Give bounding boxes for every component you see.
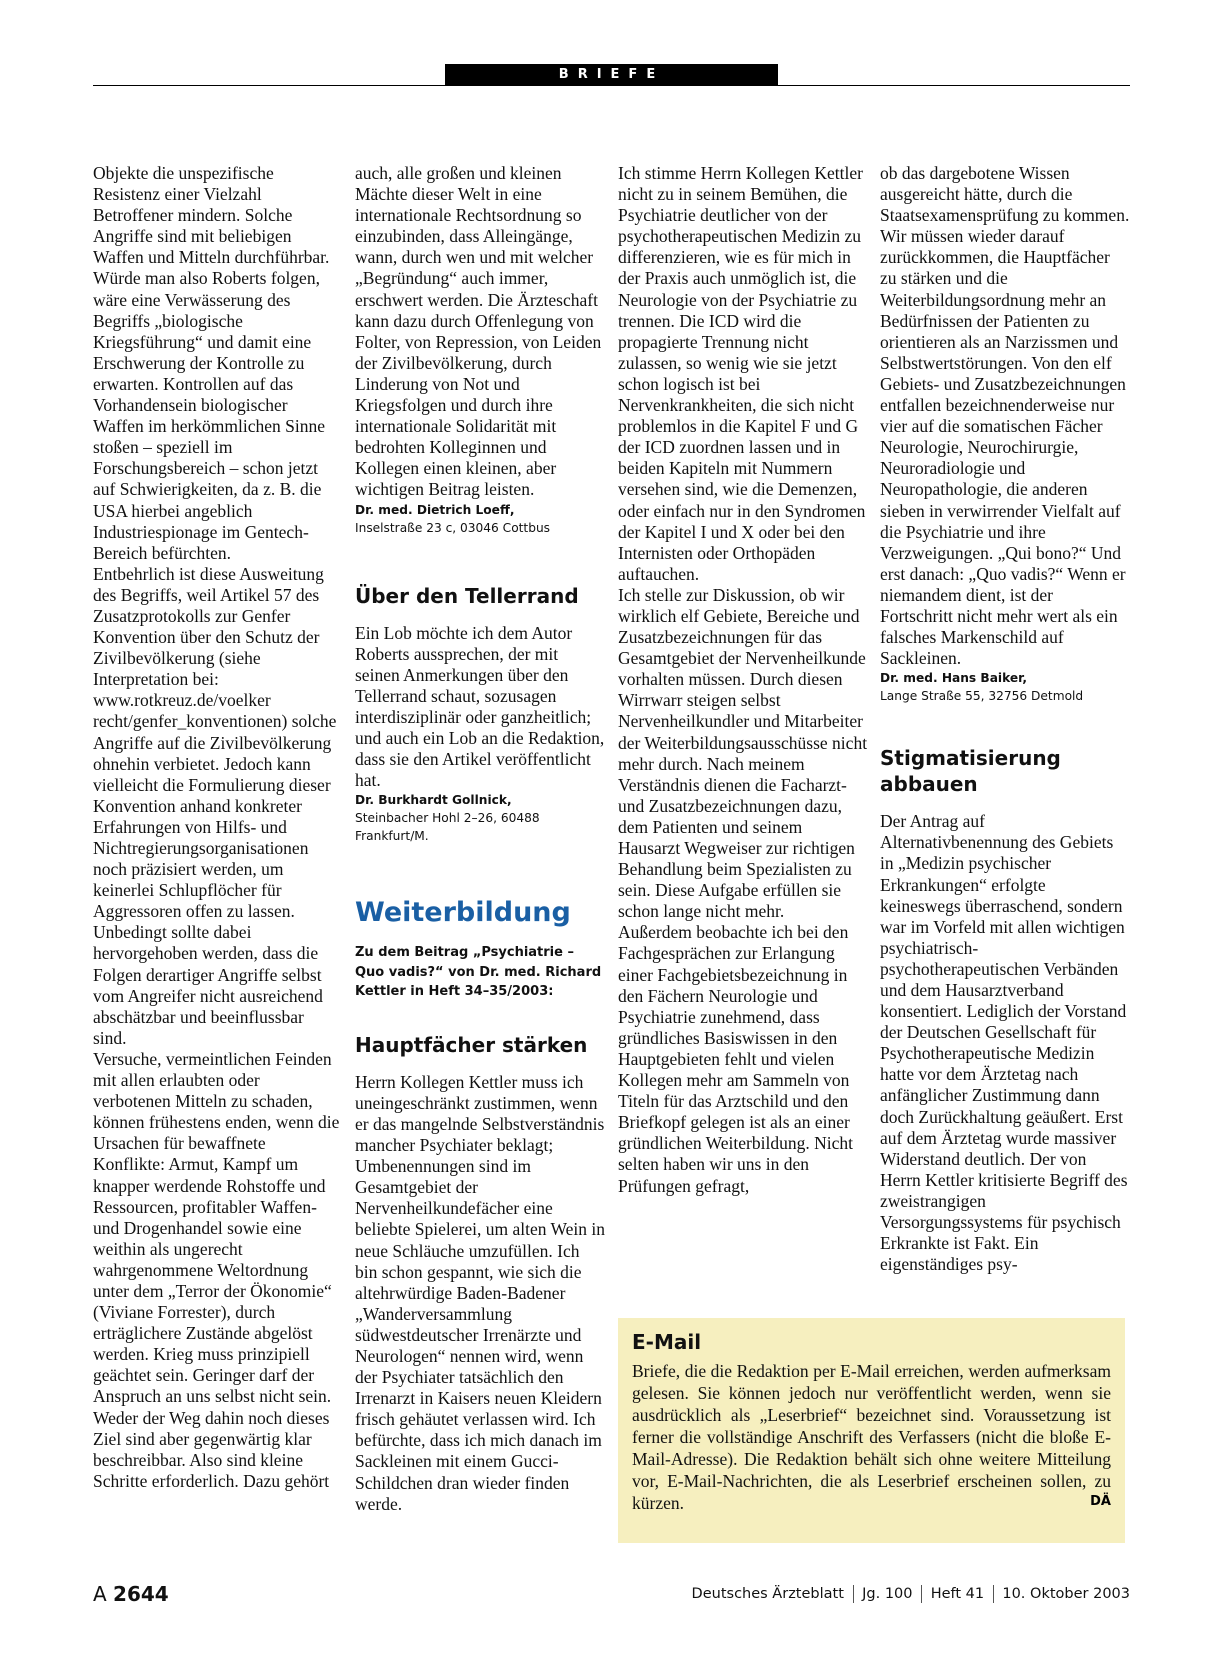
- paragraph: ob das dargebotene Wissen ausgereicht hätte, durch die Staatsexamensprüfung zu kommen. Wir müssen wieder darauf zurückkommen, die Hauptfächer zu stärken und die Weiterbildungsordnung mehr an Bedürfnissen der Patienten zu orientieren als an Narzissmen und Selbstwertstörungen. Von den elf Gebiets- und Zusatzbezeichnungen entfallen bezeichnenderweise nur vier auf die somatischen Fächer Neurologie, Neurochirurgie, Neuroradiologie und Neuropathologie, die anderen sieben in verwirrender Vielfalt auf die Psychiatrie und ihre Verzweigungen. „Qui bono?“ Und erst danach: „Quo vadis?“ Wenn er niemandem dient, ist der Fortschritt nicht mehr wert als ein falsches Markenschild auf Sackleinen.: [880, 163, 1130, 669]
- letter-text: [880, 811, 1130, 1275]
- author-name: Dr. Burkhardt Gollnick,: [355, 793, 512, 808]
- paragraph: Außerdem beobachte ich bei den Fachgesprächen zur Erlangung einer Fachgebietsbezeichnung in den Fächern Neurologie und Psychiatrie zunehmend, dass gründliches Basiswissen in den Hauptgebieten fehlt und vielen Kollegen mehr am Sammeln von Titeln für das Arztschild und den Briefkopf gelegen ist als an einer gründlichen Weiterbildung. Nicht selten haben wir uns in den Prüfungen gefragt,: [618, 922, 853, 1196]
- page-number: [93, 1582, 169, 1606]
- journal-issue: Heft 41: [930, 1586, 985, 1602]
- article-reference: Zu dem Beitrag „Psychiatrie – Quo vadis?“ von Dr. med. Richard Kettler in Heft 34–35/2003:: [355, 945, 602, 1000]
- journal-info: [692, 1585, 1130, 1603]
- column-2: [355, 163, 605, 1515]
- article-text: [355, 163, 605, 501]
- page-number-value: 2644: [113, 1582, 169, 1606]
- journal-volume: Jg. 100: [862, 1586, 913, 1602]
- letter-text: [355, 1072, 605, 1515]
- journal-name: Deutsches Ärzteblatt: [691, 1586, 844, 1602]
- paragraph: Unbedingt sollte dabei hervorgehoben werden, dass die Folgen derartiger Angriffe selbst vom Angreifer nicht ausreichend abschätzbar und beeinflussbar sind.: [93, 922, 323, 1048]
- author-name: Dr. med. Hans Baiker,: [880, 671, 1028, 686]
- section-title: Weiterbildung: [355, 897, 571, 929]
- author-name: Dr. med. Dietrich Loeff,: [355, 502, 515, 517]
- column-3: [618, 163, 868, 1197]
- column-4: [880, 163, 1130, 1275]
- paragraph: Versuche, vermeintlichen Feinden mit allen erlaubten oder verbotenen Mitteln zu schaden, können frühestens enden, wenn die Ursachen für bewaffnete Konflikte: Armut, Kampf um knapper werdende Rohstoffe und Ressourcen, profitabler Waffen- und Drogenhandel sowie eine weithin als ungerecht wahrgenommene Weltordnung unter dem „Terror der Ökonomie“ (Viviane Forrester), durch erträglichere Zustände abgelöst werden. Krieg muss prinzipiell geächtet sein. Geringer darf der Anspruch an uns selbst nicht sein. Weder der Weg dahin noch dieses Ziel sind aber gegenwärtig klar beschreibbar. Also sind kleine Schritte erforderlich. Dazu gehört: [93, 1048, 340, 1491]
- letter-heading: Über den Tellerrand: [355, 583, 579, 608]
- letter-heading: Hauptfächer stärken: [355, 1032, 588, 1057]
- letter-text: [880, 163, 1130, 669]
- paragraph: Objekte die unspezifische Resistenz einer Vielzahl Betroffener mindern. Solche Angriffe sind mit beliebigen Waffen und Mitteln durchführbar. Würde man also Roberts folgen, wäre eine Verwässerung des Begriffs „biologische Kriegsführung“ und damit eine Erschwerung der Kontrolle zu erwarten. Kontrollen auf das Vorhandensein biologischer Waffen im herkömmlichen Sinne stoßen – speziell im Forschungsbereich – schon jetzt auf Schwierigkeiten, da z. B. die USA hierbei angeblich Industriespionage im Gentech-Bereich befürchten.: [93, 163, 330, 563]
- paragraph: Der Antrag auf Alternativbenennung des Gebiets in „Medizin psychischer Erkrankungen“ erfolgte keineswegs überraschend, sondern war im Vorfeld mit allen wichtigen psychiatrisch-psychotherapeutischen Verbänden und dem Hausarztverband konsentiert. Lediglich der Vorstand der Deutschen Gesellschaft für Psychotherapeutische Medizin hatte vor dem Ärztetag nach anfänglicher Zustimmung dann doch Zurückhaltung geäußert. Erst auf dem Ärztetag wurde massiver Widerstand deutlich. Der von Herrn Kettler kritisierte Begriff des zweistrangigen Versorgungssystems für psychisch Erkrankte ist Fakt. Ein eigenständiges psy-: [880, 811, 1128, 1275]
- email-info-box: [618, 1318, 1125, 1543]
- paragraph: Herrn Kollegen Kettler muss ich uneingeschränkt zustimmen, wenn er das mangelnde Selbstverständnis mancher Psychiater beklagt; Umbenennungen sind im Gesamtgebiet der Nervenheilkundefächer eine beliebte Spielerei, um alten Wein in neue Schläuche umzufüllen. Ich bin schon gespannt, wie sich die altehrwürdige Baden-Badener „Wanderversammlung südwestdeutscher Irrenärzte und Neurologen“ nennen wird, wenn der Psychiater tatsächlich den Irrenarzt in Kaisers neuen Kleidern frisch gehäutet verlassen wird. Ich befürchte, dass ich mich danach im Sackleinen mit einem Gucci-Schildchen dran wieder finden werde.: [355, 1071, 605, 1514]
- paragraph: Entbehrlich ist diese Ausweitung des Begriffs, weil Artikel 57 des Zusatzprotokolls zur Genfer Konvention über den Schutz der Zivilbevölkerung (siehe Interpretation bei: www.rotkreuz.de/voelker recht/genfer_konventionen) solche Angriffe auf die Zivilbevölkerung ohnehin verbietet. Jedoch kann vielleicht die Formulierung dieser Konvention anhand konkreter Erfahrungen von Hilfs- und Nichtregierungsorganisationen noch präzisiert werden, um keinerlei Schlupflöcher für Aggressoren offen zu lassen.: [93, 563, 337, 922]
- column-1: [93, 163, 341, 1492]
- divider: [853, 1585, 854, 1603]
- email-box-text: Briefe, die die Redaktion per E-Mail erreichen, werden aufmerksam gelesen. Sie können jedoch nur veröffentlicht werden, wenn sie ausdrücklich als „Leserbrief“ bezeichnet sind. Voraussetzung ist ferner die vollständige Anschrift des Verfassers (nicht die bloße E-Mail-Adresse). Die Redaktion behält sich ohne weitere Mitteilung vor, E-Mail-Nachrichten, die als Leserbrief erscheinen sollen, zu kürzen.: [632, 1361, 1111, 1513]
- letter-heading: Stigmatisierung abbauen: [880, 746, 1061, 797]
- paragraph: auch, alle großen und kleinen Mächte dieser Welt in eine internationale Rechtsordnung so einzubinden, dass Alleingänge, wann, durch wen und mit welcher „Begründung“ auch immer, erschwert werden. Die Ärzteschaft kann dazu durch Offenlegung von Folter, von Repression, von Leiden der Zivilbevölkerung, durch Linderung von Not und Kriegsfolgen und durch ihre internationale Solidarität mit bedrohten Kolleginnen und Kollegen einen kleinen, aber wichtigen Beitrag leisten.: [355, 163, 602, 500]
- section-header: BRIEFE: [445, 64, 778, 86]
- author-address: Steinbacher Hohl 2–26, 60488 Frankfurt/M.: [355, 811, 540, 844]
- author-address: Inselstraße 23 c, 03046 Cottbus: [355, 520, 551, 535]
- email-box-signature: DÄ: [1090, 1494, 1111, 1509]
- paragraph: Ich stimme Herrn Kollegen Kettler nicht zu in seinem Bemühen, die Psychiatrie deutlicher von der psychotherapeutischen Medizin zu differenzieren, wie es für mich in der Praxis auch unmöglich ist, die Neurologie von der Psychiatrie zu trennen. Die ICD wird die propagierte Trennung nicht zulassen, so wenig wie sie jetzt schon logisch ist bei Nervenkrankheiten, die sich nicht problemlos in die Kapitel F und G der ICD zuordnen lassen und in beiden Kapiteln mit Nummern versehen sind, wie die Demenzen, oder einfach nur in den Syndromen der Kapitel I und X oder bei den Internisten oder Orthopäden auftauchen.: [618, 163, 866, 584]
- journal-date: 10. Oktober 2003: [1002, 1586, 1130, 1602]
- divider: [921, 1585, 922, 1603]
- paragraph: Ich stelle zur Diskussion, ob wir wirklich elf Gebiete, Bereiche und Zusatzbezeichnungen für das Gesamtgebiet der Nervenheilkunde vorhalten müssen. Durch diesen Wirrwarr steigen selbst Nervenheilkundler und Mitarbeiter der Weiterbildungsausschüsse nicht mehr durch. Nach meinem Verständnis dienen die Facharzt- und Zusatzbezeichnungen dazu, dem Patienten und seinem Hausarzt Wegweiser zur richtigen Behandlung beim Spezialisten zu sein. Diese Aufgabe erfüllen sie schon lange nicht mehr.: [618, 584, 868, 922]
- letter-text: [618, 163, 868, 1197]
- article-text: [93, 163, 341, 1492]
- paragraph: Ein Lob möchte ich dem Autor Roberts aussprechen, der mit seinen Anmerkungen über den Tellerrand schaut, sozusagen interdisziplinär oder ganzheitlich; und auch ein Lob an die Redaktion, dass sie den Artikel veröffentlicht hat.: [355, 622, 605, 791]
- page-prefix: A: [93, 1582, 107, 1606]
- letter-text: [355, 623, 605, 792]
- email-box-title: E-Mail: [632, 1330, 702, 1354]
- author-address: Lange Straße 55, 32756 Detmold: [880, 689, 1084, 704]
- divider: [993, 1585, 994, 1603]
